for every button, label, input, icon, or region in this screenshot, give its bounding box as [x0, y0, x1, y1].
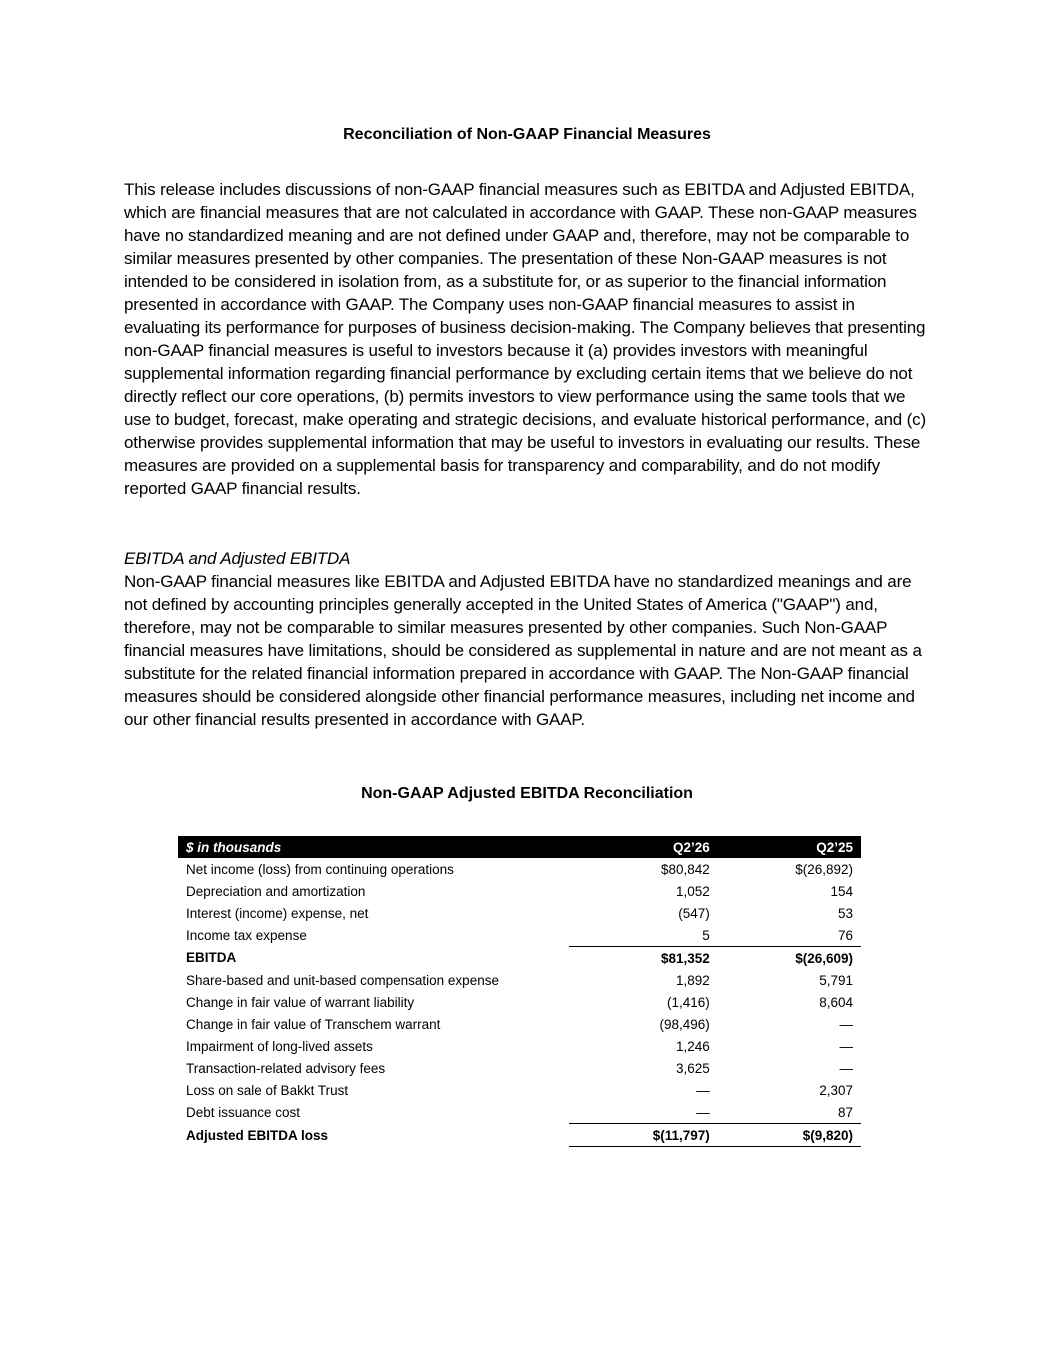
table-row-ebitda	[178, 947, 861, 970]
row-label: Debt issuance cost	[186, 1104, 301, 1120]
row-value-q2-26: 1,246	[675, 1038, 710, 1054]
row-value-q2-25: —	[839, 1060, 853, 1076]
table-row	[178, 880, 861, 902]
table-row	[178, 1057, 861, 1079]
row-value-q2-25: —	[839, 1038, 853, 1054]
table-row	[178, 1079, 861, 1101]
table-row	[178, 924, 861, 947]
row-label: Impairment of long-lived assets	[186, 1038, 373, 1054]
section-paragraph: Non-GAAP financial measures like EBITDA and Adjusted EBITDA have no standardized meanings and are not defined by accounting principles generally accepted in the United States of America ("GAAP") and, therefore, may not be comparable to similar measures presented by other companies. Such Non-GAAP financial measures have limitations, should be considered as supplemental in nature and are not meant as a substitute for the related financial information prepared in accordance with GAAP. The Non-GAAP financial measures should be considered alongside other financial performance measures, including net income and our other financial results presented in accordance with GAAP.	[124, 572, 922, 729]
row-value-q2-25: $(26,609)	[718, 947, 861, 970]
row-label: Share-based and unit-based compensation expense	[186, 972, 499, 988]
table-row	[178, 902, 861, 924]
intro-paragraph: This release includes discussions of non-GAAP financial measures such as EBITDA and Adjusted EBITDA, which are financial measures that are not calculated in accordance with GAAP. These non-GAAP measures have no standardized meaning and are not defined under GAAP and, therefore, may not be comparable to similar measures presented by other companies. The presentation of these Non-GAAP measures is not intended to be considered in isolation from, as a substitute for, or as superior to the financial information presented in accordance with GAAP. The Company uses non-GAAP financial measures to assist in evaluating its performance for purposes of business decision-making. The Company believes that presenting non-GAAP financial measures is useful to investors because it (a) provides investors with meaningful supplemental information regarding financial performance by excluding certain items that we believe do not directly reflect our core operations, (b) permits investors to view performance using the same tools that we use to budget, forecast, make operating and strategic decisions, and evaluate historical performance, and (c) otherwise provides supplemental information that may be useful to investors in evaluating our results. These measures are provided on a supplemental basis for transparency and comparability, and do not modify reported GAAP financial results.	[124, 180, 926, 498]
table-row	[178, 1013, 861, 1035]
row-value-q2-26: $80,842	[660, 861, 710, 877]
row-value-q2-25: 154	[830, 883, 853, 899]
row-value-q2-25: 2,307	[819, 1082, 853, 1098]
row-label: Interest (income) expense, net	[186, 905, 369, 921]
row-value-q2-26: (1,416)	[666, 994, 710, 1010]
row-value-q2-26: 5	[702, 927, 710, 943]
row-value-q2-26: (98,496)	[659, 1016, 710, 1032]
row-value-q2-26: $(11,797)	[569, 1124, 718, 1147]
header-label: $ in thousands	[178, 836, 569, 858]
row-value-q2-26: 1,052	[675, 883, 710, 899]
row-value-q2-25: 5,791	[819, 972, 853, 988]
row-value-q2-25: $(9,820)	[718, 1124, 861, 1147]
reconciliation-table	[178, 836, 861, 1147]
row-value-q2-26: (547)	[678, 905, 710, 921]
row-label: Change in fair value of Transchem warrant	[186, 1016, 441, 1032]
row-value-q2-25: 76	[837, 927, 853, 943]
page-title: Reconciliation of Non-GAAP Financial Measures	[343, 126, 711, 143]
row-label: Transaction-related advisory fees	[186, 1060, 386, 1076]
row-value-q2-26: —	[696, 1082, 710, 1098]
table-row	[178, 1101, 861, 1124]
row-value-q2-26: 1,892	[675, 972, 710, 988]
table-header-row	[178, 836, 861, 858]
row-label: Income tax expense	[186, 927, 307, 943]
table-row	[178, 969, 861, 991]
row-value-q2-26: —	[696, 1104, 710, 1120]
row-value-q2-25: 8,604	[819, 994, 853, 1010]
table-row	[178, 1035, 861, 1057]
row-value-q2-25: $(26,892)	[795, 861, 853, 877]
row-label: Adjusted EBITDA loss	[186, 1127, 329, 1143]
row-value-q2-25: 53	[837, 905, 853, 921]
row-label: Loss on sale of Bakkt Trust	[186, 1082, 349, 1098]
row-label: Change in fair value of warrant liability	[186, 994, 415, 1010]
row-value-q2-26: $81,352	[569, 947, 718, 970]
table-row	[178, 858, 861, 880]
row-value-q2-26: 3,625	[675, 1060, 710, 1076]
row-label: Depreciation and amortization	[186, 883, 366, 899]
row-value-q2-25: 87	[837, 1104, 853, 1120]
table-title: Non-GAAP Adjusted EBITDA Reconciliation	[361, 785, 693, 802]
row-label: EBITDA	[186, 950, 237, 966]
table-row	[178, 991, 861, 1013]
row-label: Net income (loss) from continuing operations	[186, 861, 454, 877]
section-heading: EBITDA and Adjusted EBITDA	[124, 549, 351, 568]
header-q2-25: Q2’25	[718, 836, 861, 858]
table-row-adjusted-ebitda	[178, 1124, 861, 1147]
header-q2-26: Q2’26	[569, 836, 718, 858]
row-value-q2-25: —	[839, 1016, 853, 1032]
